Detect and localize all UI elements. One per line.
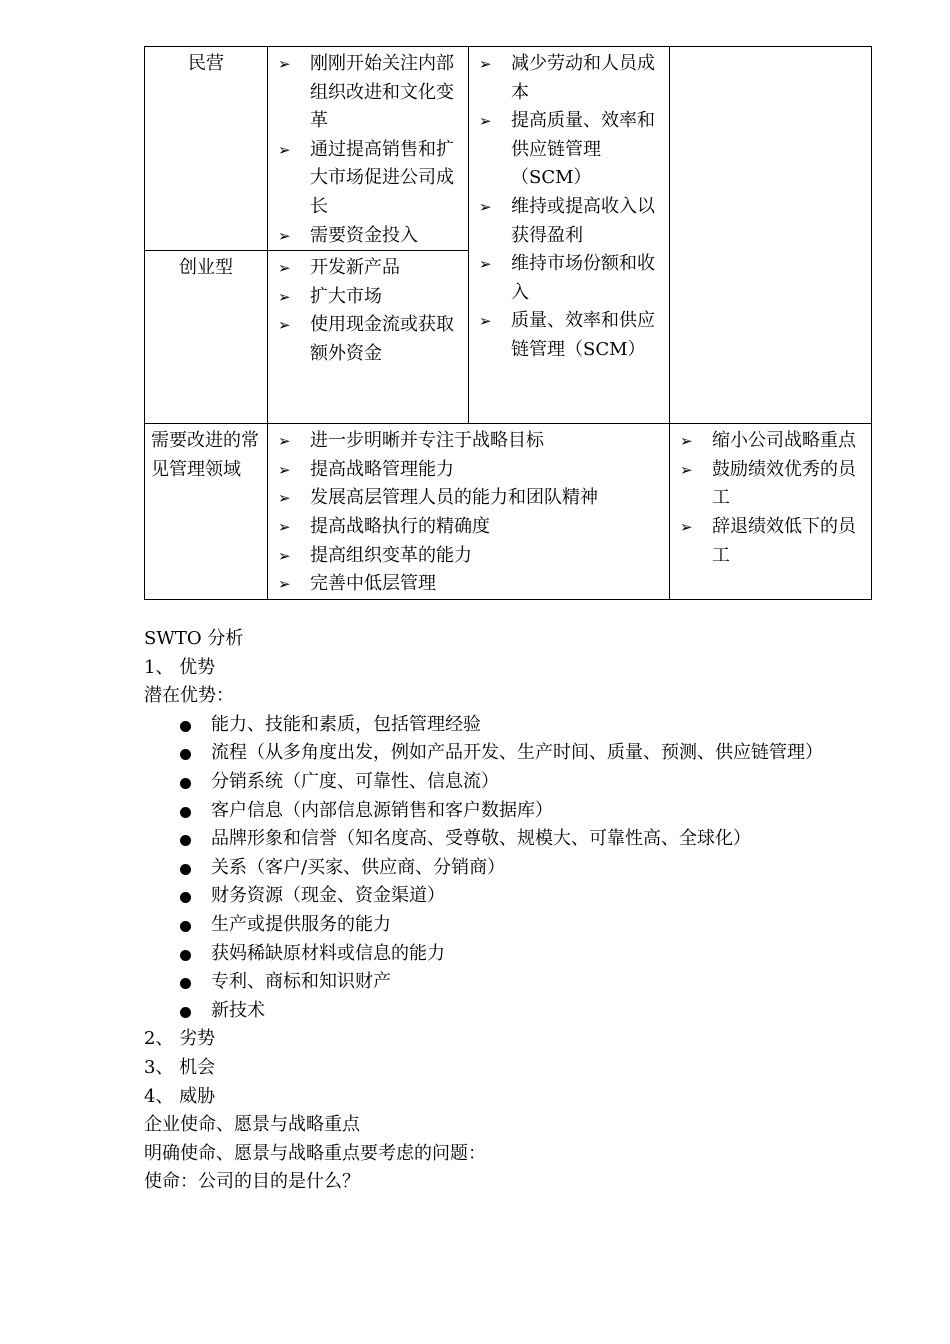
arrow-bullet-icon: ➢ <box>278 546 291 565</box>
list-item-text: 减少劳动和人员成本 <box>511 53 655 103</box>
opportunity-heading: 3、 机会 <box>144 1056 216 1078</box>
list-item-text: 刚刚开始关注内部组织改进和文化变革 <box>310 53 454 132</box>
list-item <box>475 107 663 193</box>
list-item <box>144 825 884 854</box>
threat-heading: 4、 威胁 <box>144 1085 216 1107</box>
bullet-dot-icon <box>180 950 191 961</box>
bullet-dot-icon <box>180 864 191 875</box>
list-item <box>144 882 884 911</box>
empty-cell <box>670 47 872 424</box>
list-item <box>274 456 663 485</box>
arrow-bullet-icon: ➢ <box>680 517 693 536</box>
arrow-bullet-icon: ➢ <box>479 55 492 73</box>
row-label-management-areas: 需要改进的常见管理领域 <box>145 424 268 600</box>
list-item <box>475 307 663 364</box>
arrow-list <box>274 254 462 368</box>
list-item-text: 发展高层管理人员的能力和团队精神 <box>310 487 598 509</box>
list-item <box>144 768 884 797</box>
list-item-text: 流程（从多角度出发，例如产品开发、生产时间、质量、预测、供应链管理） <box>211 742 823 764</box>
list-item-text: 财务资源（现金、资金渠道） <box>211 885 445 907</box>
list-item <box>144 797 884 826</box>
list-item <box>475 193 663 250</box>
arrow-bullet-icon: ➢ <box>278 259 291 278</box>
arrow-list <box>274 427 663 599</box>
list-item-text: 通过提高销售和扩大市场促进公司成长 <box>310 138 454 217</box>
table-row <box>145 47 872 251</box>
list-item-text: 生产或提供服务的能力 <box>211 913 391 935</box>
arrow-bullet-icon: ➢ <box>278 489 291 508</box>
bullet-dot-icon <box>180 978 191 989</box>
arrow-bullet-icon: ➢ <box>479 197 492 216</box>
list-item-text: 提高组织变革的能力 <box>310 544 472 566</box>
list-item <box>274 283 462 312</box>
strength-heading: 1、 优势 <box>144 656 216 678</box>
list-item <box>676 456 865 513</box>
row-label-startup: 创业型 <box>145 251 268 424</box>
private-focus-cell <box>268 47 469 251</box>
list-item <box>274 484 663 513</box>
arrow-bullet-icon: ➢ <box>278 432 291 451</box>
document-body <box>144 625 884 1197</box>
list-item-text: 提高质量、效率和供应链管理（SCM） <box>511 110 655 189</box>
bullet-dot-icon <box>180 749 191 760</box>
arrow-bullet-icon: ➢ <box>479 312 492 331</box>
row-label-private: 民营 <box>145 47 268 251</box>
list-item <box>676 513 865 570</box>
arrow-bullet-icon: ➢ <box>278 316 291 335</box>
mission-question: 使命：公司的目的是什么？ <box>144 1171 360 1193</box>
arrow-bullet-icon: ➢ <box>278 226 291 245</box>
mission-title: 企业使命、愿景与战略重点 <box>144 1114 360 1136</box>
list-item-text: 关系（客户/买家、供应商、分销商） <box>211 856 506 878</box>
list-item <box>144 854 884 883</box>
bullet-dot-icon <box>180 807 191 818</box>
list-item-text: 客户信息（内部信息源销售和客户数据库） <box>211 799 553 821</box>
arrow-bullet-icon: ➢ <box>278 140 291 159</box>
list-item-text: 需要资金投入 <box>310 224 418 246</box>
list-item-text: 进一步明晰并专注于战略目标 <box>310 430 544 452</box>
arrow-list <box>475 50 663 250</box>
potential-strengths-label: 潜在优势： <box>144 685 234 707</box>
list-item <box>274 136 462 222</box>
list-item <box>676 427 865 456</box>
list-item <box>144 911 884 940</box>
list-item-text: 扩大市场 <box>310 285 382 307</box>
list-item-text: 获妈稀缺原材料或信息的能力 <box>211 942 445 964</box>
list-item-text: 维持或提高收入以获得盈利 <box>511 195 655 246</box>
bullet-dot-icon <box>180 721 191 732</box>
list-item-text: 提高战略执行的精确度 <box>310 515 490 537</box>
bullet-dot-icon <box>180 921 191 932</box>
list-item <box>274 311 462 368</box>
strategy-table <box>144 46 872 600</box>
list-item-text: 完善中低层管理 <box>310 573 436 595</box>
list-item-text: 专利、商标和知识财产 <box>211 971 391 993</box>
arrow-bullet-icon: ➢ <box>278 460 291 479</box>
startup-focus-cell <box>268 251 469 424</box>
arrow-bullet-icon: ➢ <box>278 55 291 73</box>
arrow-bullet-icon: ➢ <box>278 287 291 306</box>
list-item <box>274 427 663 456</box>
list-item <box>274 513 663 542</box>
list-item-text: 质量、效率和供应链管理（SCM） <box>511 310 655 360</box>
list-item-text: 提高战略管理能力 <box>310 458 454 480</box>
list-item-text: 维持市场份额和收入 <box>511 253 655 303</box>
arrow-bullet-icon: ➢ <box>278 575 291 594</box>
list-item-text: 使用现金流或获取额外资金 <box>310 314 454 364</box>
arrow-list <box>274 50 462 250</box>
list-item <box>144 940 884 969</box>
private-goals-cell <box>469 47 670 424</box>
list-item-text: 辞退绩效低下的员工 <box>712 515 856 566</box>
weakness-heading: 2、 劣势 <box>144 1028 216 1050</box>
table-row <box>145 424 872 600</box>
strengths-list <box>144 711 884 1026</box>
list-item-text: 新技术 <box>211 999 265 1021</box>
bullet-dot-icon <box>180 778 191 789</box>
list-item <box>144 997 884 1026</box>
arrow-bullet-icon: ➢ <box>479 112 492 131</box>
list-item-text: 缩小公司战略重点 <box>712 430 856 452</box>
list-item <box>144 968 884 997</box>
list-item <box>274 254 462 283</box>
bullet-dot-icon <box>180 835 191 846</box>
list-item <box>144 739 884 768</box>
list-item-text: 分销系统（广度、可靠性、信息流） <box>211 770 499 792</box>
mission-question-intro: 明确使命、愿景与战略重点要考虑的问题： <box>144 1142 486 1164</box>
arrow-bullet-icon: ➢ <box>680 460 693 479</box>
arrow-list <box>676 427 865 570</box>
arrow-list <box>475 250 663 364</box>
list-item-text: 能力、技能和素质，包括管理经验 <box>211 713 481 735</box>
list-item <box>274 570 663 599</box>
list-item <box>144 711 884 740</box>
list-item <box>274 50 462 136</box>
list-item <box>475 50 663 107</box>
list-item <box>475 250 663 307</box>
list-item <box>274 542 663 571</box>
swot-title: SWTO 分析 <box>144 628 244 649</box>
management-areas-cell <box>268 424 670 600</box>
management-actions-cell <box>670 424 872 600</box>
list-item <box>274 222 462 251</box>
arrow-bullet-icon: ➢ <box>680 432 693 451</box>
arrow-bullet-icon: ➢ <box>479 255 492 274</box>
bullet-dot-icon <box>180 892 191 903</box>
list-item-text: 品牌形象和信誉（知名度高、受尊敬、规模大、可靠性高、全球化） <box>211 828 751 850</box>
list-item-text: 鼓励绩效优秀的员工 <box>712 458 856 509</box>
list-item-text: 开发新产品 <box>310 257 400 279</box>
arrow-bullet-icon: ➢ <box>278 517 291 536</box>
bullet-dot-icon <box>180 1007 191 1018</box>
